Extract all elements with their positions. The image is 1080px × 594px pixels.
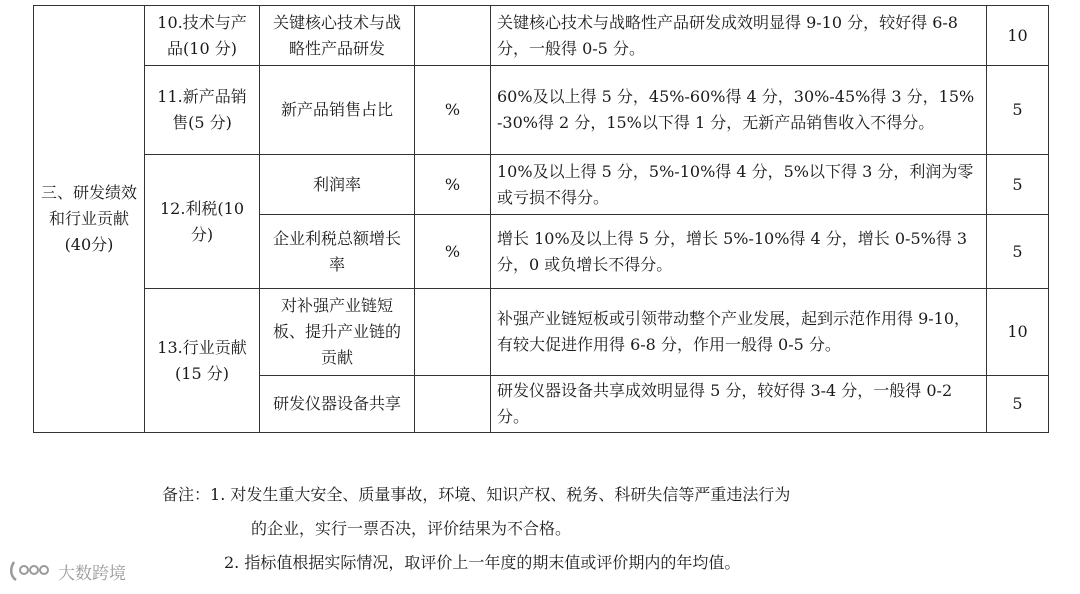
group-cell: 10.技术与产品(10 分) <box>145 6 260 66</box>
unit-cell <box>415 289 491 376</box>
note-1-text: 对发生重大安全、质量事故，环境、知识产权、税务、科研失信等严重违法行为 <box>230 485 791 504</box>
watermark-logo-icon <box>8 558 54 584</box>
unit-cell: % <box>415 155 491 215</box>
standard-cell: 60%及以上得 5 分，45%-60%得 4 分，30%-45%得 3 分，15% -30%得 2 分，15%以下得 1 分，无新产品销售收入不得分。 <box>491 66 987 155</box>
watermark-text: 大数跨境 <box>58 563 126 584</box>
note-1-label: 1. <box>210 485 226 504</box>
unit-cell <box>415 6 491 66</box>
score-cell: 10 <box>987 6 1049 66</box>
unit-cell: % <box>415 66 491 155</box>
note-2 <box>162 546 790 580</box>
watermark <box>8 558 126 584</box>
note-2-text: 指标值根据实际情况，取评价上一年度的期末值或评价期内的年均值。 <box>244 553 741 572</box>
standard-cell: 10%及以上得 5 分，5%-10%得 4 分，5%以下得 3 分，利润为零或亏损不得分。 <box>491 155 987 215</box>
table-row <box>34 155 1049 215</box>
standard-cell: 研发仪器设备共享成效明显得 5 分，较好得 3-4 分，一般得 0-2 分。 <box>491 376 987 433</box>
group-cell: 11.新产品销售(5 分) <box>145 66 260 155</box>
indicator-cell: 企业利税总额增长率 <box>260 215 415 289</box>
notes-prefix: 备注： <box>162 485 211 504</box>
note-2-label: 2. <box>224 553 240 572</box>
score-cell: 5 <box>987 66 1049 155</box>
indicator-cell: 利润率 <box>260 155 415 215</box>
notes-section <box>162 478 790 580</box>
group-cell: 12.利税(10 分) <box>145 155 260 289</box>
indicator-cell: 新产品销售占比 <box>260 66 415 155</box>
table-row <box>34 66 1049 155</box>
standard-cell: 关键核心技术与战略性产品研发成效明显得 9-10 分，较好得 6-8 分，一般得 0-5 分。 <box>491 6 987 66</box>
score-cell: 5 <box>987 155 1049 215</box>
table-row <box>34 6 1049 66</box>
note-1-line-1 <box>162 478 790 512</box>
note-1-line-2: 的企业，实行一票否决，评价结果为不合格。 <box>251 519 572 538</box>
standard-cell: 增长 10%及以上得 5 分，增长 5%-10%得 4 分，增长 0-5%得 3 分，0 或负增长不得分。 <box>491 215 987 289</box>
unit-cell: % <box>415 215 491 289</box>
score-cell: 5 <box>987 376 1049 433</box>
indicator-cell: 关键核心技术与战略性产品研发 <box>260 6 415 66</box>
score-table <box>33 5 1049 433</box>
group-cell: 13.行业贡献(15 分) <box>145 289 260 433</box>
standard-cell: 补强产业链短板或引领带动整个产业发展，起到示范作用得 9-10，有较大促进作用得 6-8 分，作用一般得 0-5 分。 <box>491 289 987 376</box>
score-cell: 10 <box>987 289 1049 376</box>
indicator-cell: 研发仪器设备共享 <box>260 376 415 433</box>
category-cell: 三、研发绩效和行业贡献(40分) <box>34 6 145 433</box>
score-cell: 5 <box>987 215 1049 289</box>
unit-cell <box>415 376 491 433</box>
table-row <box>34 289 1049 376</box>
indicator-cell: 对补强产业链短板、提升产业链的贡献 <box>260 289 415 376</box>
